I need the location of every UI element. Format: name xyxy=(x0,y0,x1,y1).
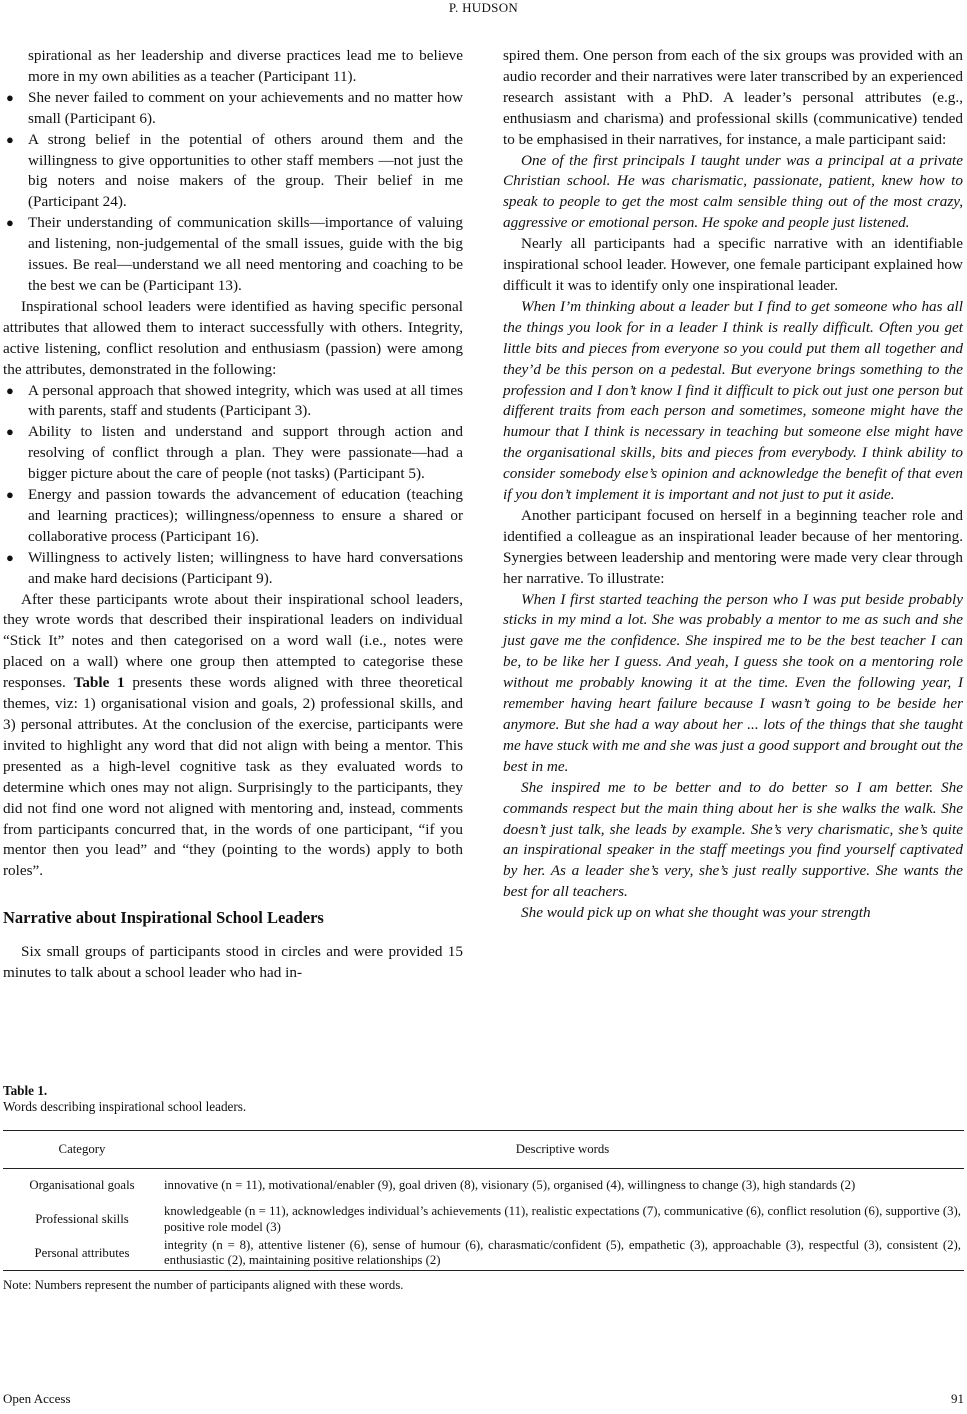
table-caption: Words describing inspirational school leaders. xyxy=(3,1099,247,1114)
running-head: P. HUDSON xyxy=(448,0,519,15)
paragraph-identifiable-leader: Nearly all participants had a specific narrative with an identifiable inspirational school leader. However, one female participant explained how difficult it was to identify only one inspirational leader. xyxy=(503,235,963,294)
category-cell: Personal attributes xyxy=(3,1237,161,1271)
table-row xyxy=(3,1237,964,1271)
right-column xyxy=(503,46,963,924)
paragraph-groups: Six small groups of participants stood in circles and were provided 15 minutes to talk about a school leader who had in- xyxy=(3,943,463,982)
list-item: ● A strong belief in the potential of others around them and the willingness to give opportunities to other staff members —not just the big noters and noise makers of the group. Their belief in me (Participant 24). xyxy=(6,130,463,211)
quote-female-participant: When I’m thinking about a leader but I find to get someone who has all the things you look for in a leader I think is really difficult. Often you get little bits and pieces from everyone so you could put them all together and they’d be this person on a pedestal. But everyone brings something to the profession and I don’t know I find it difficult to pick out just one person but different traits from each person and sometimes, someone might have the humour that I think is necessary in teaching but someone else might have the organisational skills, bits and pieces from everybody. I think ability to consider somebody else’s opinion and acknowledge the benefit of that even if you don’t implement it is important and not just to put it aside. xyxy=(503,297,963,504)
quote-male-participant: One of the first principals I taught under was a principal at a private Christian school. He was charismatic, passionate, patient, knew how to speak to people to get the most calm sensible thing out of the most crazy, aggressive or emotional person. He spoke and people just listened. xyxy=(503,151,963,232)
table-row xyxy=(3,1203,964,1237)
bullet-icon: ● xyxy=(6,89,14,105)
bullet-icon: ● xyxy=(6,131,14,147)
bullet-icon: ● xyxy=(6,549,14,565)
left-column xyxy=(3,46,463,984)
paragraph-continued: spired them. One person from each of the six groups was provided with an audio recorder and their narratives were later transcribed by an experienced research assistant with a PhD. A leader’s personal attributes (e.g., enthusiasm and charisma) and professional skills (communicative) tended to be emphasised in their narratives, for instance, a male participant said: xyxy=(503,47,963,148)
section-heading: Narrative about Inspirational School Leaders xyxy=(3,908,324,928)
table-label: Table 1. xyxy=(3,1083,48,1098)
column-header-category: Category xyxy=(3,1131,161,1169)
paragraph-attributes: Inspirational school leaders were identified as having specific personal attributes that allowed them to interact successfully with others. Integrity, active listening, conflict resolution and enthusiasm (passion) were among the attributes, demonstrated in the following: xyxy=(3,297,463,378)
table-row xyxy=(3,1169,964,1203)
quote-inspired: She inspired me to be better and to do better so I am better. She commands respect but the main thing about her is she walks the walk. She doesn’t just talk, she leads by example. She’s very charismatic, she’s quite an inspirational speaker in the staff meetings you find yourself captivated by her. As a leader she’s very, she’s just really supportive. She wants the best for all teachers. xyxy=(503,778,963,901)
quote-mentor: When I first started teaching the person who I was put beside probably sticks in my mind a lot. She was probably a mentor to me as such and she just gave me the confidence. She inspired me to be the best teacher I can be, to be like her I guess. And yeah, I guess she took on a mentoring role without me probably knowing it at the time. Even the following year, I remember having heart failure because I wasn’t going to be beside her anymore. But she had a way about her ... lots of the things that she taught me have stuck with me and she was just a good support and brought out the best in me. xyxy=(503,590,963,775)
footer-open-access: Open Access xyxy=(3,1391,71,1406)
list-item: ● Their understanding of communication skills—importance of valuing and listening, non-judgemental of the small issues, guide with the big issues. Be real—understand we all need mentoring and coaching to be the best we can be (Participant 13). xyxy=(6,214,463,294)
list-item: ● A personal approach that showed integrity, which was used at all times with parents, staff and students (Participant 3). xyxy=(6,381,463,420)
list-item: ● She never failed to comment on your achievements and no matter how small (Participant 6). xyxy=(6,88,463,127)
table-header-row xyxy=(3,1131,964,1169)
list-item: ● Energy and passion towards the advancement of education (teaching and learning practices); willingness/openness to ensure a shared or collaborative process (Participant 16). xyxy=(6,486,463,545)
category-cell: Organisational goals xyxy=(29,1178,135,1192)
bullet-icon: ● xyxy=(6,215,14,231)
list-item: ● Ability to listen and understand and support through action and resolving of conflict through a plan. They were passionate—had a bigger picture about the care of people (not tasks) (Participant 5). xyxy=(6,423,463,483)
words-cell: knowledgeable (n = 11), acknowledges individual’s achievements (11), realistic expectations (7), communicative (6), conflict resolution (6), supportive (3), positive role model (3) xyxy=(164,1204,961,1234)
bullet-icon: ● xyxy=(6,382,14,398)
quote-strength: She would pick up on what she thought was your strength xyxy=(521,904,871,922)
page-number: 91 xyxy=(951,1391,964,1406)
bullet-list-attributes xyxy=(3,381,463,590)
bullet-icon: ● xyxy=(6,487,14,503)
list-item: spirational as her leadership and diverse practices lead me to believe more in my own abilities as a teacher (Participant 11). xyxy=(28,47,463,85)
words-cell: integrity (n = 8), attentive listener (6), sense of humour (6), charasmatic/confident (5), empathetic (3), approachable (3), respectful (3), consistent (2), enthusiastic (2), maintaining positive relationships (2) xyxy=(161,1237,964,1271)
words-table xyxy=(3,1130,964,1271)
category-cell: Professional skills xyxy=(35,1211,129,1226)
column-header-words: Descriptive words xyxy=(161,1131,964,1169)
bullet-icon: ● xyxy=(6,424,14,440)
table-section xyxy=(3,1083,964,1293)
table-reference: Table 1 xyxy=(73,674,125,692)
paragraph-beginning-teacher: Another participant focused on herself in a beginning teacher role and identified a colleague as an inspirational leader because of her mentoring. Synergies between leadership and mentoring were made very clear through her narrative. To illustrate: xyxy=(503,506,963,587)
list-item: ● Willingness to actively listen; willingness to have hard conversations and make hard decisions (Participant 9). xyxy=(6,548,463,587)
page-footer xyxy=(3,1391,964,1407)
table-note: Note: Numbers represent the number of participants aligned with these words. xyxy=(3,1278,404,1292)
bullet-list-quotes xyxy=(3,46,463,297)
words-cell: innovative (n = 11), motivational/enabler (9), goal driven (8), visionary (5), organised (4), willingness to change (3), high standards (2) xyxy=(164,1178,856,1192)
paragraph-word-wall: After these participants wrote about their inspirational school leaders, they wrote words that described their inspirational leaders on individual “Stick It” notes and then categorised on a word wall (i.e., notes were placed on a wall) where one group then attempted to categorise these responses. Table 1 presents these words aligned with three theoretical themes, viz: 1) organisational vision and goals, 2) professional skills, and 3) personal attributes. At the conclusion of the exercise, participants were invited to highlight any word that did not align with being a mentor. This presented as a high-level cognitive task as they evaluated words to determine which ones may not align. Surprisingly to the participants, they did not find one word not aligned with mentoring and, instead, comments from participants concurred that, in the words of one participant, “if you mentor then you lead” and “they (pointing to the words) apply to both roles”. xyxy=(3,590,463,880)
